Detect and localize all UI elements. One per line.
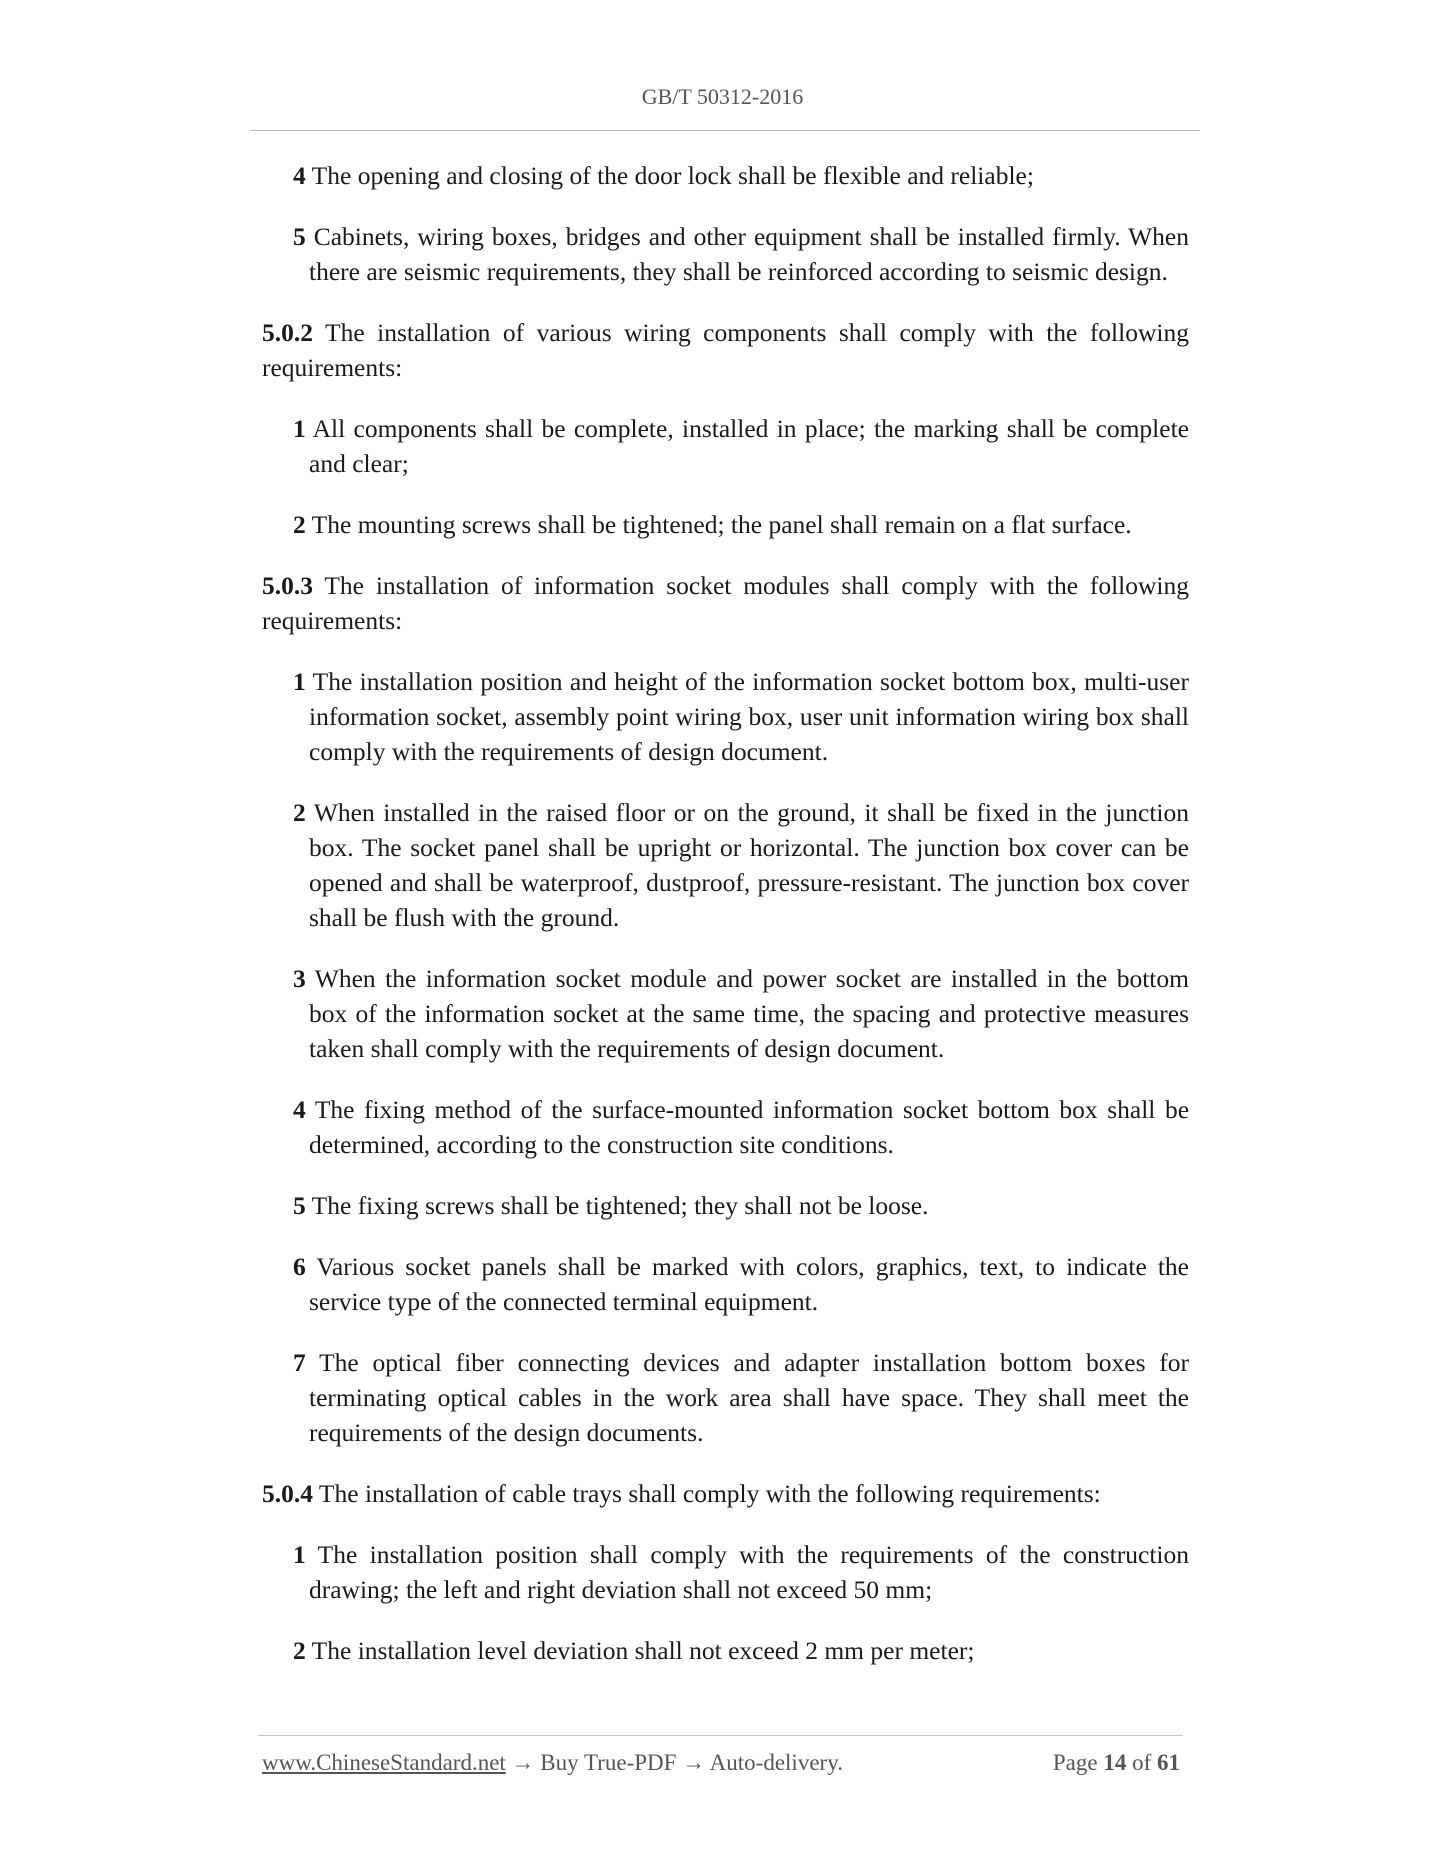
clause-number: 5.0.4	[262, 1479, 313, 1508]
clause-text: The installation of cable trays shall comply with the following requirements:	[318, 1479, 1101, 1508]
item-text: When the information socket module and power socket are installed in the bottom box of the information socket at the same time, the spacing and protective measures taken shall comply with the requirements of design document.	[309, 964, 1189, 1063]
list-item	[262, 507, 1189, 542]
item-text: When installed in the raised floor or on the ground, it shall be fixed in the junction box. The socket panel shall be upright or horizontal. The junction box cover can be opened and shall be waterproof, dustproof, pressure-resistant. The junction box cover shall be flush with the ground.	[309, 798, 1189, 932]
clause-text: The installation of information socket modules shall comply with the following requirements:	[262, 571, 1189, 635]
item-number: 2	[293, 798, 306, 827]
item-text: The installation level deviation shall not exceed 2 mm per meter;	[311, 1636, 975, 1665]
document-body	[262, 158, 1189, 1694]
clause-5-0-2	[262, 315, 1189, 385]
page-indicator	[1053, 1750, 1180, 1776]
list-item	[262, 664, 1189, 769]
item-text: The installation position and height of the information socket bottom box, multi-user information socket, assembly point wiring box, user unit information wiring box shall comply with the requirements of design document.	[309, 667, 1189, 766]
item-number: 6	[293, 1252, 306, 1281]
clause-text: The installation of various wiring components shall comply with the following requirements:	[262, 318, 1189, 382]
list-item	[262, 1345, 1189, 1450]
page-number: 14	[1103, 1750, 1127, 1775]
list-item	[262, 219, 1189, 289]
page-header-title: GB/T 50312-2016	[641, 84, 804, 109]
item-text: The fixing method of the surface-mounted information socket bottom box shall be determined, according to the construction site conditions.	[309, 1095, 1190, 1159]
item-text: The fixing screws shall be tightened; they shall not be loose.	[311, 1191, 929, 1220]
item-text: The installation position shall comply with the requirements of the construction drawing; the left and right deviation shall not exceed 50 mm;	[309, 1540, 1189, 1604]
list-item	[262, 1249, 1189, 1319]
page-total: 61	[1157, 1750, 1180, 1775]
list-item	[262, 1188, 1189, 1223]
list-item	[262, 158, 1189, 193]
item-text: The optical fiber connecting devices and adapter installation bottom boxes for terminating optical cables in the work area shall have space. They shall meet the requirements of the design documents.	[309, 1348, 1190, 1447]
item-number: 5	[293, 222, 306, 251]
item-number: 2	[293, 510, 306, 539]
of-label: of	[1132, 1750, 1152, 1775]
item-text: The mounting screws shall be tightened; the panel shall remain on a flat surface.	[311, 510, 1132, 539]
item-number: 2	[293, 1636, 306, 1665]
item-number: 5	[293, 1191, 306, 1220]
item-text: All components shall be complete, installed in place; the marking shall be complete and clear;	[309, 414, 1189, 478]
item-number: 4	[293, 1095, 306, 1124]
page-label: Page	[1052, 1750, 1098, 1775]
item-number: 1	[293, 414, 306, 443]
item-text: Various socket panels shall be marked with colors, graphics, text, to indicate the service type of the connected terminal equipment.	[309, 1252, 1189, 1316]
clause-number: 5.0.3	[262, 571, 313, 600]
page-footer	[262, 1750, 1180, 1782]
auto-delivery-text: Auto-delivery.	[709, 1750, 843, 1775]
item-number: 3	[293, 964, 306, 993]
item-number: 1	[293, 1540, 306, 1569]
item-text: Cabinets, wiring boxes, bridges and other equipment shall be installed firmly. When there are seismic requirements, they shall be reinforced according to seismic design.	[309, 222, 1189, 286]
item-text: The opening and closing of the door lock shall be flexible and reliable;	[311, 161, 1034, 190]
item-number: 1	[293, 667, 306, 696]
site-link[interactable]: www.ChineseStandard.net	[262, 1750, 506, 1775]
footer-divider	[258, 1735, 1183, 1736]
footer-promo	[262, 1750, 843, 1776]
header-divider	[250, 130, 1200, 131]
list-item	[262, 411, 1189, 481]
clause-number: 5.0.2	[262, 318, 313, 347]
buy-pdf-text: Buy True-PDF	[540, 1750, 677, 1775]
arrow-right-icon: →	[511, 1750, 535, 1775]
list-item	[262, 1633, 1189, 1668]
list-item	[262, 1537, 1189, 1607]
clause-5-0-3	[262, 568, 1189, 638]
list-item	[262, 961, 1189, 1066]
item-number: 4	[293, 161, 306, 190]
arrow-right-icon: →	[682, 1750, 706, 1775]
clause-5-0-4	[262, 1476, 1189, 1511]
list-item	[262, 1092, 1189, 1162]
list-item	[262, 795, 1189, 935]
item-number: 7	[293, 1348, 306, 1377]
